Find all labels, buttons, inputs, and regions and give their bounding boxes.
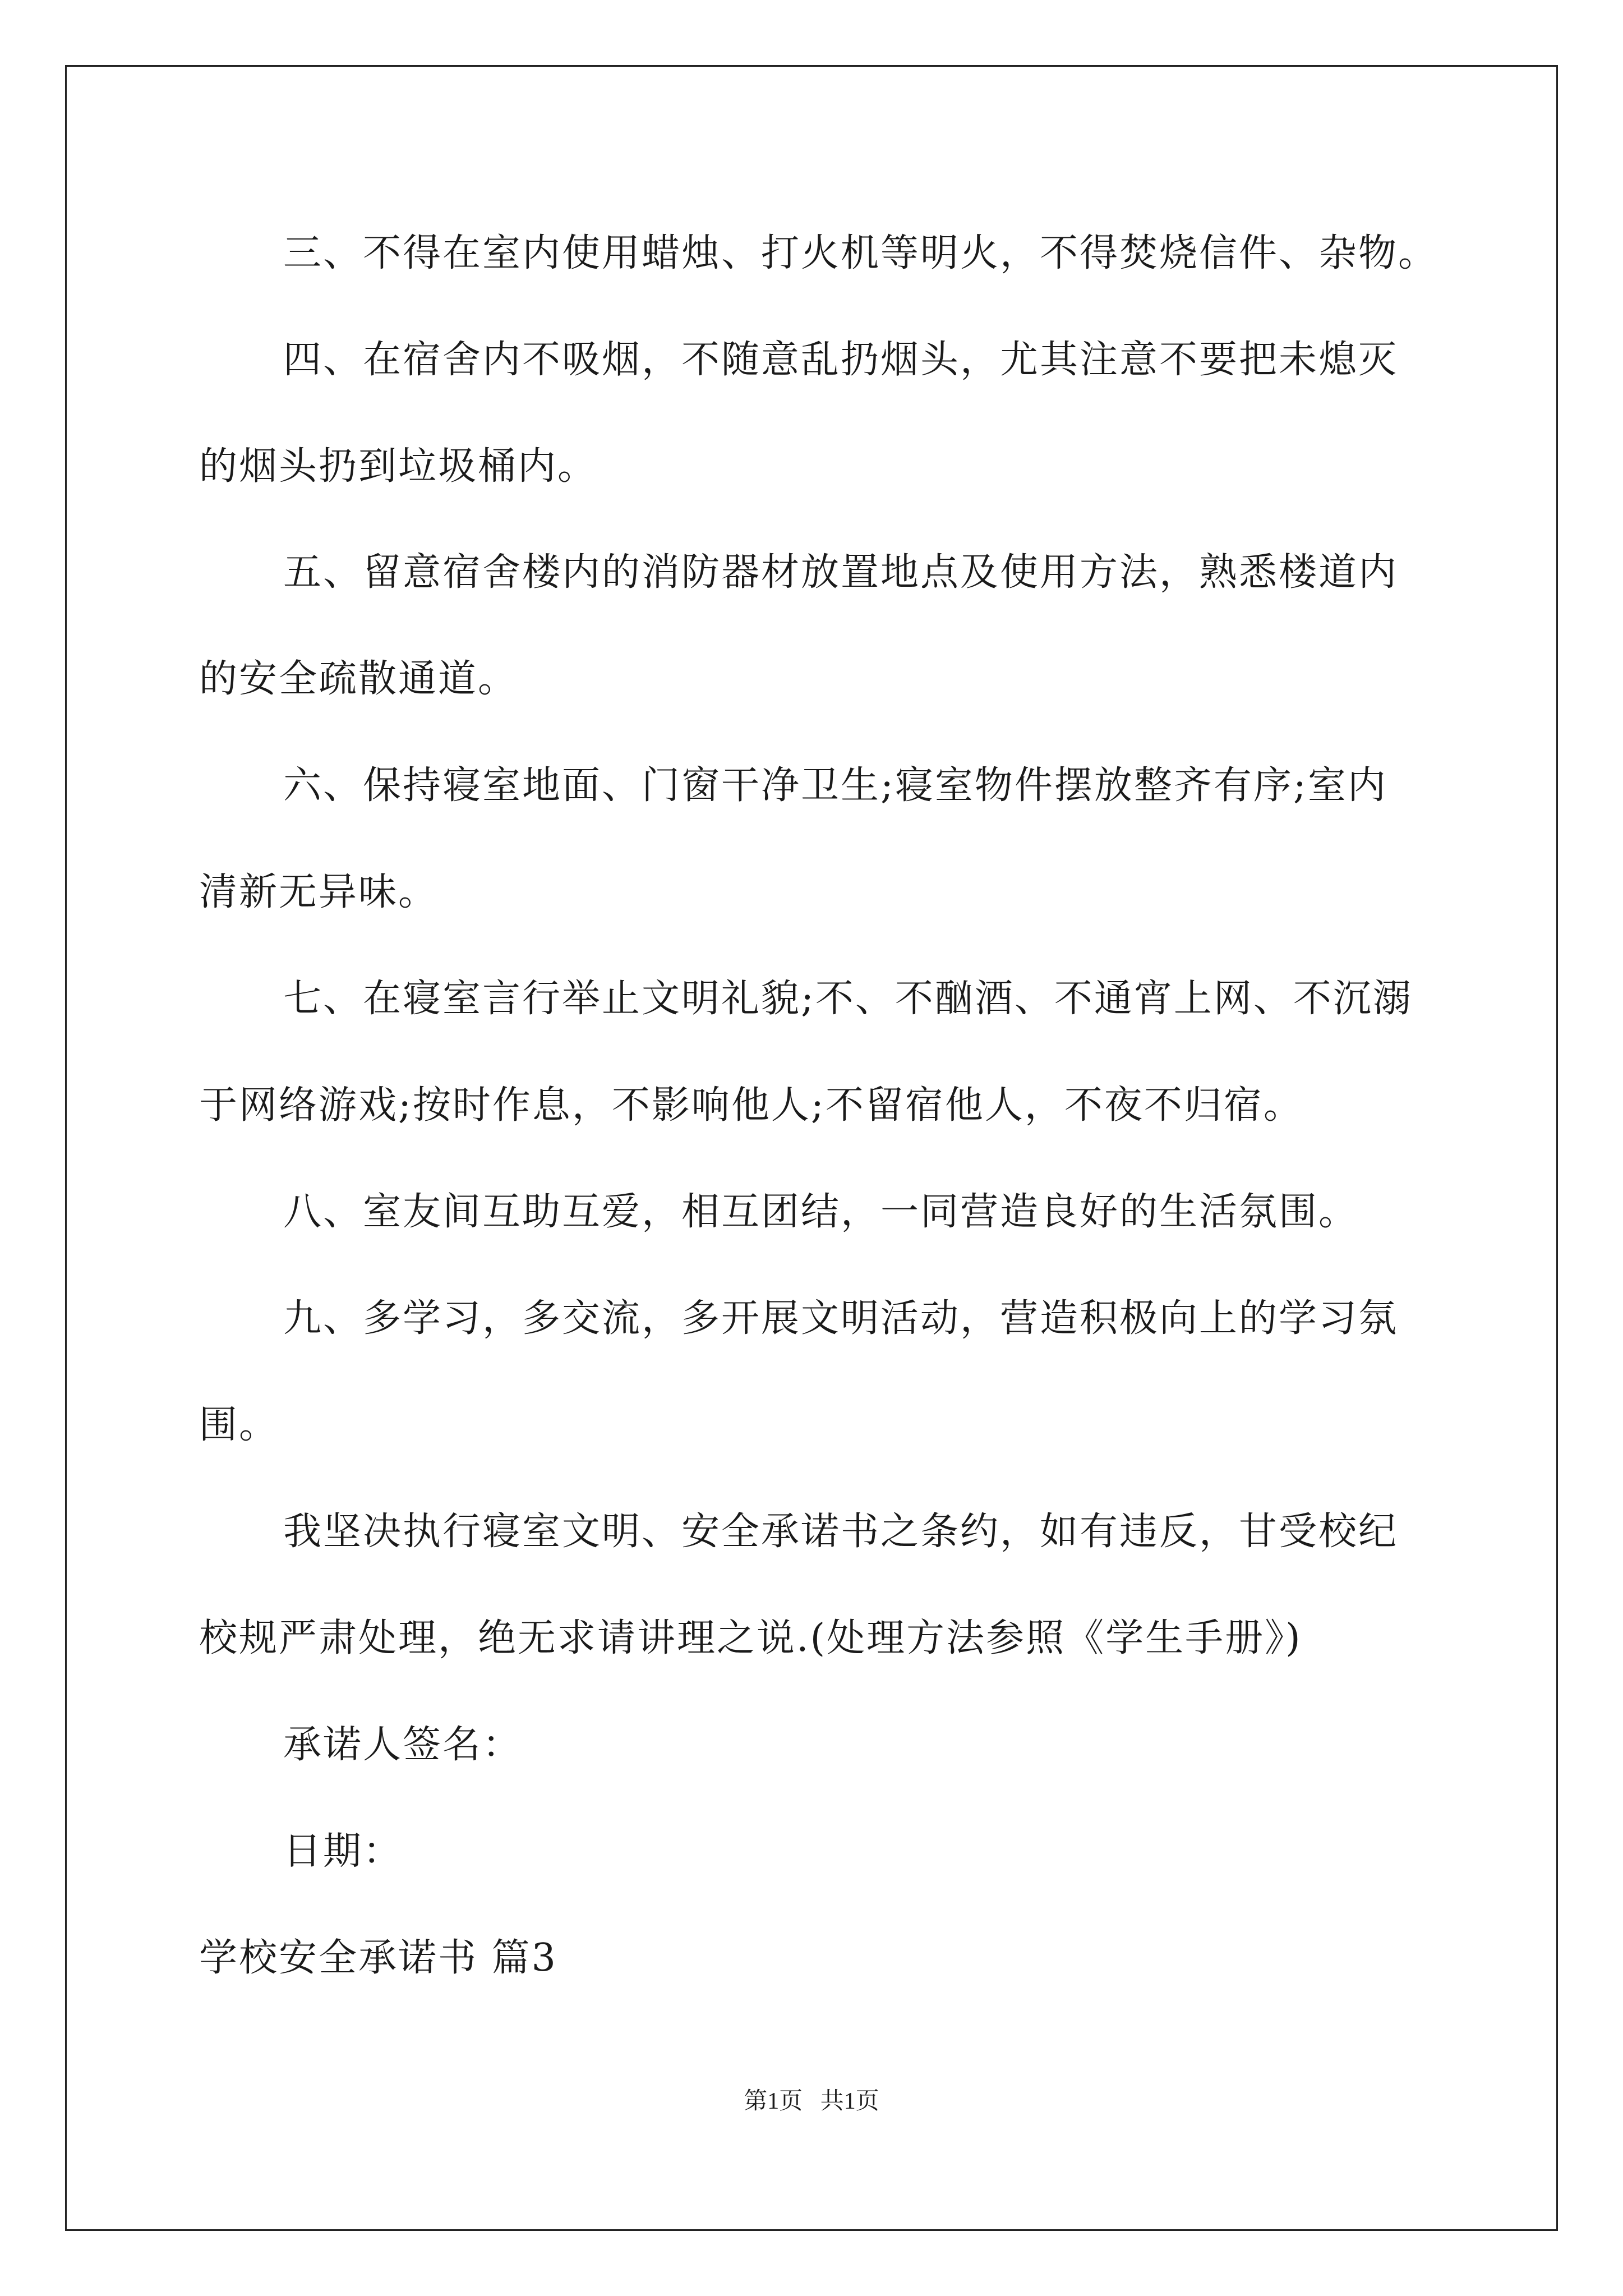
paragraph-line: 五、留意宿舍楼内的消防器材放置地点及使用方法，熟悉楼道内 (283, 550, 1399, 595)
paragraph-line: 我坚决执行寝室文明、安全承诺书之条约，如有违反，甘受校纪 (283, 1510, 1399, 1554)
date-label: 日期： (283, 1829, 403, 1874)
paragraph-line: 四、在宿舍内不吸烟，不随意乱扔烟头，尤其注意不要把未熄灭 (283, 338, 1399, 382)
paragraph-line: 七、在寝室言行举止文明礼貌;不、不酗酒、不通宵上网、不沉溺 (283, 977, 1413, 1021)
paragraph-line: 八、室友间互助互爱，相互团结，一同营造良好的生活氛围。 (283, 1190, 1359, 1234)
page-footer: 第1页 共1页 (744, 2088, 879, 2114)
paragraph-line: 围。 (199, 1403, 279, 1447)
signature-label: 承诺人签名： (283, 1723, 523, 1767)
paragraph-line: 于网络游戏;按时作息，不影响他人;不留宿他人，不夜不归宿。 (199, 1083, 1303, 1128)
paragraph-line: 三、不得在室内使用蜡烛、打火机等明火，不得焚烧信件、杂物。 (283, 231, 1438, 275)
paragraph-line: 六、保持寝室地面、门窗干净卫生;寝室物件摆放整齐有序;室内 (283, 763, 1387, 808)
paragraph-line: 清新无异味。 (199, 870, 439, 914)
page-border (65, 65, 1558, 2231)
paragraph-line: 九、多学习，多交流，多开展文明活动，营造积极向上的学习氛 (283, 1296, 1399, 1341)
paragraph-line: 的烟头扔到垃圾桶内。 (199, 444, 598, 489)
paragraph-line: 的安全疏散通道。 (199, 657, 518, 701)
section-heading: 学校安全承诺书 篇3 (199, 1936, 557, 1980)
paragraph-line: 校规严肃处理，绝无求请讲理之说.(处理方法参照《学生手册》) (199, 1616, 1302, 1660)
